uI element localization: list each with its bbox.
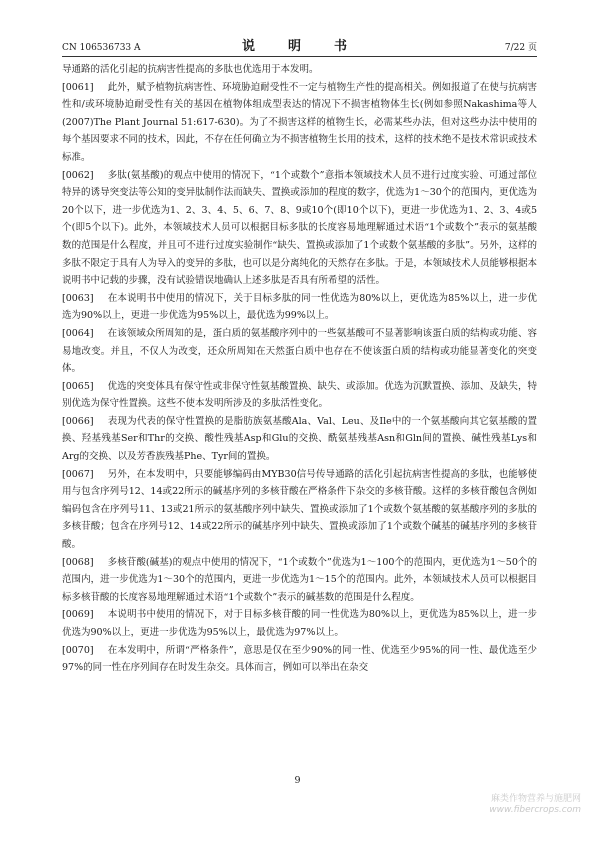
paragraph-number: [0069] <box>62 609 94 621</box>
paragraph-text: 此外，赋予植物抗病害性、环境胁迫耐受性不一定与植物生产性的提高相关。例如报道了在使与抗病害性和/或环境胁迫耐受性有关的基因在植物体组成型表达的情况下不损害植物体生长(例如参照Nakashima等人(2007)The Plant Journal 51:617-630)。为了不损害这样的植物生长，必需某些办法，但对这些办法中使用的每个基因要求不同的技术，因此，不存在任何确立为不损害植物生长用的技术，这样的技术绝不是技术常识或技术标准。 <box>62 81 538 163</box>
paragraph-0063 <box>62 290 537 325</box>
paragraph-text: 导通路的活化引起的抗病害性提高的多肽也优选用于本发明。 <box>62 64 319 75</box>
document-number: CN 106536733 A <box>62 43 141 53</box>
watermark <box>489 794 581 816</box>
paragraph-number: [0063] <box>62 292 94 304</box>
paragraph-0066 <box>62 413 537 466</box>
paragraph-number: [0067] <box>62 468 94 480</box>
document-title: 说 明 书 <box>241 39 357 54</box>
paragraph-text: 另外，在本发明中，只要能够编码由MYB30信号传导通路的活化引起抗病害性提高的多肽，也能够使用与包含序列号12、14或22所示的碱基序列的多核苷酸在严格条件下杂交的多核苷酸。这样的多核苷酸包含例如编码包含在序列号11、13或21所示的氨基酸序列中缺失、置换或添加了1个或数个氨基酸的氨基酸序列的多肽的多核苷酸；包含在序列号12、14或22所示的碱基序列中缺失、置换或添加了1个或数个碱基的碱基序列的多核苷酸。 <box>62 468 537 551</box>
paragraph-text: 优选的突变体具有保守性或非保守性氨基酸置换、缺失、或添加。优选为沉默置换、添加、及缺失，特别优选为保守性置换。这些不使本发明所涉及的多肽活性变化。 <box>62 380 537 410</box>
paragraph-text: 多核苷酸(碱基)的观点中使用的情况下，“1个或数个”优选为1～100个的范围内，更优选为1～50个的范围内，进一步优选为1～30个的范围内，更进一步优选为1～15个的范围内。此外，本领域技术人员可以根据目标多核苷酸的长度容易地理解通过术语“1个或数个”表示的碱基数的范围是什么程度。 <box>62 556 537 603</box>
paragraph-0065 <box>62 378 537 413</box>
paragraph-number: [0064] <box>62 327 94 339</box>
watermark-name: 麻类作物营养与施肥网 <box>490 794 581 804</box>
paragraph-0061 <box>62 79 537 167</box>
paragraph-text: 在本发明中，所谓“严格条件”，意思是仅在至少90%的同一性、优选至少95%的同一性、最优选至少97%的同一性在序列间存在时发生杂交。具体而言，例如可以举出在杂交 <box>62 644 537 674</box>
page-of-total: 7/22 页 <box>504 43 537 53</box>
paragraph-continued <box>62 61 537 79</box>
paragraph-text: 在该领域众所周知的是，蛋白质的氨基酸序列中的一些氨基酸可不显著影响该蛋白质的结构或功能、容易地改变。并且，不仅人为改变，还众所周知在天然蛋白质中也存在不使该蛋白质的结构或功能显著变化的突变体。 <box>62 327 537 375</box>
paragraph-text: 表现为代表的保守性置换的是脂肪族氨基酸Ala、Val、Leu、及Ile中的一个氨基酸向其它氨基酸的置换、羟基残基Ser和Thr的交换、酸性残基Asp和Glu的交换、酰氨基残基Asn和Gln间的置换、碱性残基Lys和Arg的交换、以及芳香族残基Phe、Tyr间的置换。 <box>62 415 537 463</box>
paragraph-0062 <box>62 167 537 290</box>
paragraph-text: 在本说明书中使用的情况下，关于目标多肽的同一性优选为80%以上，更优选为85%以上，进一步优选为90%以上，更进一步优选为95%以上，最优选为99%以上。 <box>62 292 537 322</box>
paragraph-0070 <box>62 642 537 677</box>
paragraph-0067 <box>62 466 537 554</box>
paragraph-number: [0070] <box>62 644 94 656</box>
page-header <box>62 38 537 57</box>
paragraph-text: 多肽(氨基酸)的观点中使用的情况下，“1个或数个”意指本领域技术人员不进行过度实验、可通过部位特异的诱导突变法等公知的变异肽制作法而缺失、置换或添加的程度的数字，优选为1～30个的范围内，更优选为20个以下，进一步优选为1、2、3、4、5、6、7、8、9或10个(即10个以下)，更进一步优选为1、2、3、4或5个(即5个以下)。此外，本领域技术人员可以根据目标多肽的长度容易地理解通过术语“1个或数个”表示的氨基酸数的范围是什么程度，并且可不进行过度实验制作“缺失、置换或添加了1个或数个氨基酸的多肽”。另外，这样的多肽不限定于具有人为导入的变异的多肽，也可以是分离纯化的天然存在多肽。于是，本领域技术人员能够根据本说明书中记载的步骤，没有试验错误地确认上述多肽是否具有所希望的活性。 <box>62 169 538 287</box>
paragraph-number: [0065] <box>62 380 94 392</box>
document-body <box>62 61 537 677</box>
page-number: 9 <box>294 775 301 786</box>
watermark-url: www.fibercrops.com <box>489 805 581 815</box>
paragraph-number: [0068] <box>62 556 94 568</box>
paragraph-number: [0066] <box>62 415 94 427</box>
paragraph-number: [0061] <box>62 81 94 93</box>
paragraph-0064 <box>62 325 537 378</box>
paragraph-number: [0062] <box>62 169 94 181</box>
paragraph-text: 本说明书中使用的情况下，对于目标多核苷酸的同一性优选为80%以上，更优选为85%以上，进一步优选为90%以上，更进一步优选为95%以上，最优选为97%以上。 <box>62 609 537 638</box>
paragraph-0068 <box>62 554 537 607</box>
paragraph-0069 <box>62 606 537 641</box>
